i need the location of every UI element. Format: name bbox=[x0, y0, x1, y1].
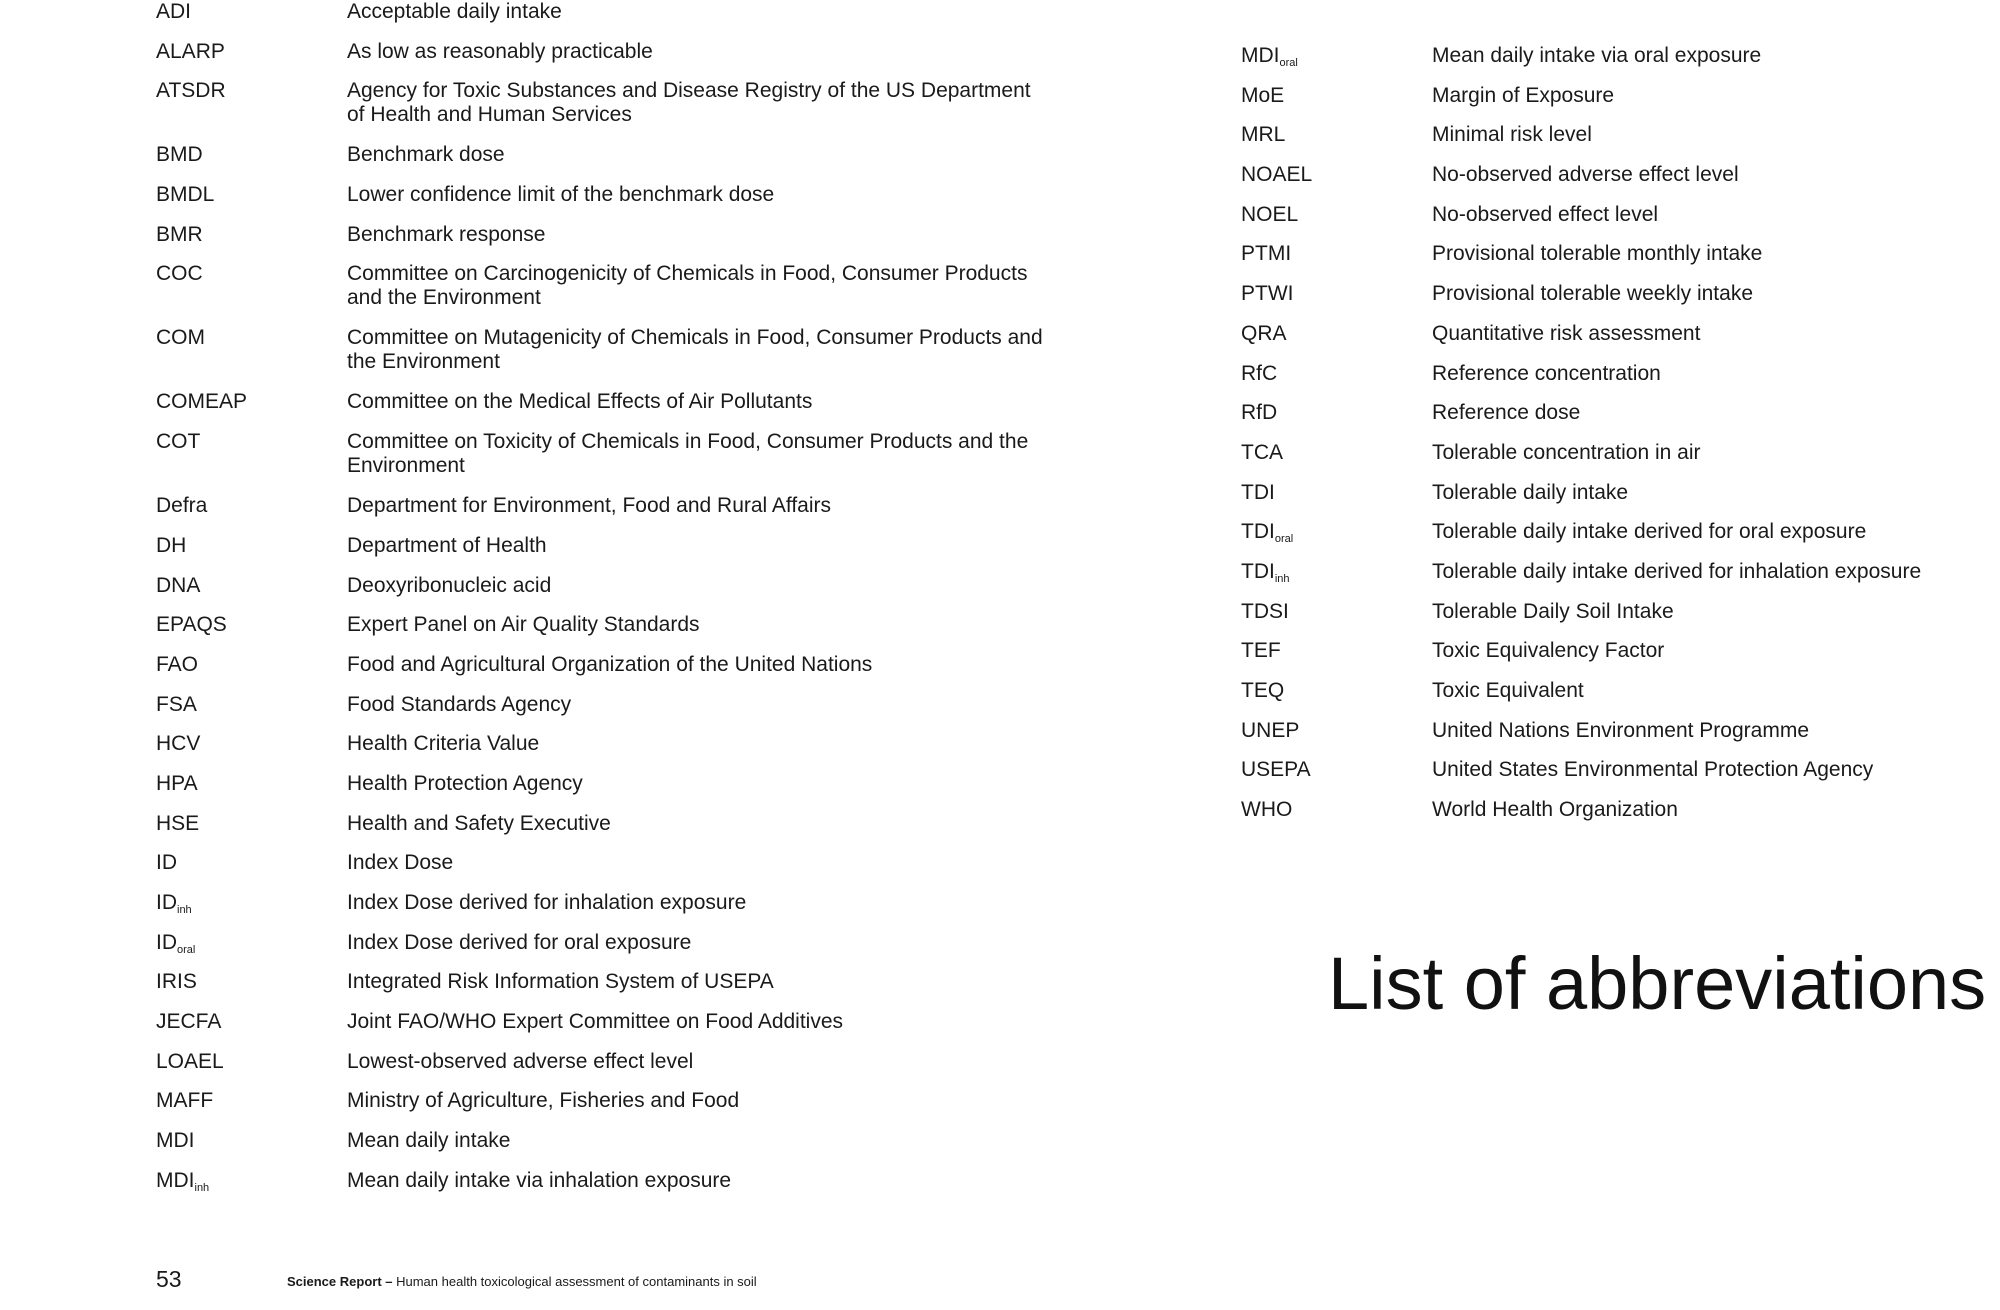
abbreviation-term bbox=[156, 772, 347, 796]
abbreviation-term-text: HPA bbox=[156, 771, 198, 795]
abbreviation-row bbox=[156, 183, 1056, 223]
abbreviations-left-column bbox=[156, 0, 1056, 1209]
abbreviation-row bbox=[156, 1050, 1056, 1090]
abbreviation-row bbox=[1241, 282, 1981, 322]
abbreviation-term-text: MoE bbox=[1241, 83, 1285, 107]
abbreviation-term-text: QRA bbox=[1241, 321, 1287, 345]
abbreviation-definition: Lowest-observed adverse effect level bbox=[347, 1049, 694, 1073]
abbreviation-definition: Benchmark dose bbox=[347, 143, 505, 167]
abbreviation-row bbox=[1241, 639, 1981, 679]
abbreviation-definition: World Health Organization bbox=[1432, 798, 1678, 822]
abbreviation-row bbox=[1241, 441, 1981, 481]
abbreviation-term-text: COC bbox=[156, 262, 203, 286]
abbreviation-definition: Ministry of Agriculture, Fisheries and Food bbox=[347, 1089, 740, 1113]
abbreviation-row bbox=[156, 851, 1056, 891]
abbreviation-term bbox=[1241, 600, 1432, 624]
abbreviation-row bbox=[1241, 163, 1981, 203]
abbreviation-term-text: NOAEL bbox=[1241, 163, 1313, 187]
abbreviation-row bbox=[156, 693, 1056, 733]
abbreviation-term-subscript: oral bbox=[177, 943, 196, 956]
abbreviation-term bbox=[1241, 481, 1432, 505]
abbreviation-definition: Expert Panel on Air Quality Standards bbox=[347, 613, 700, 637]
abbreviation-term bbox=[1241, 639, 1432, 663]
abbreviation-term bbox=[156, 693, 347, 717]
abbreviation-row bbox=[156, 223, 1056, 263]
abbreviation-term bbox=[156, 143, 347, 167]
abbreviation-term bbox=[156, 494, 347, 518]
abbreviation-term-text: DH bbox=[156, 533, 187, 557]
abbreviation-definition: Acceptable daily intake bbox=[347, 0, 562, 23]
abbreviation-row bbox=[156, 326, 1056, 390]
abbreviation-definition: Department for Environment, Food and Rural Affairs bbox=[347, 494, 832, 518]
abbreviation-term-text: DNA bbox=[156, 573, 201, 597]
abbreviation-definition: Reference dose bbox=[1432, 401, 1581, 425]
abbreviation-term bbox=[1241, 401, 1432, 425]
abbreviation-row bbox=[1241, 798, 1981, 838]
abbreviation-row bbox=[1241, 44, 1981, 84]
abbreviation-term-subscript: oral bbox=[1274, 533, 1294, 546]
abbreviation-term bbox=[1241, 44, 1432, 68]
abbreviation-definition: Index Dose derived for inhalation exposure bbox=[347, 891, 747, 914]
abbreviation-row bbox=[156, 40, 1056, 80]
abbreviation-term bbox=[1241, 798, 1432, 822]
abbreviation-definition: Tolerable Daily Soil Intake bbox=[1432, 599, 1674, 623]
abbreviation-row bbox=[156, 970, 1056, 1010]
abbreviation-term-text: TDI bbox=[1241, 520, 1275, 544]
abbreviation-term bbox=[1241, 560, 1432, 584]
abbreviation-definition: Tolerable daily intake derived for inhalation exposure bbox=[1432, 559, 1922, 583]
abbreviation-row bbox=[1241, 679, 1981, 719]
abbreviation-row bbox=[156, 390, 1056, 430]
abbreviation-term-subscript: inh bbox=[177, 904, 192, 916]
abbreviation-term-text: COT bbox=[156, 430, 201, 454]
abbreviation-term bbox=[156, 223, 347, 247]
abbreviation-definition: Toxic Equivalent bbox=[1432, 679, 1584, 702]
abbreviation-row bbox=[156, 143, 1056, 183]
abbreviation-term-text: COMEAP bbox=[156, 390, 248, 414]
abbreviation-definition: Department of Health bbox=[347, 533, 547, 557]
abbreviation-row bbox=[1241, 203, 1981, 243]
abbreviation-term bbox=[156, 613, 347, 637]
abbreviation-term-text: Defra bbox=[156, 494, 208, 518]
abbreviation-definition: Committee on Mutagenicity of Chemicals in Food, Consumer Products and the Environment bbox=[347, 326, 1043, 374]
abbreviation-row bbox=[1241, 84, 1981, 124]
abbreviation-definition: Integrated Risk Information System of USEPA bbox=[347, 970, 774, 994]
abbreviation-definition: Reference concentration bbox=[1432, 361, 1661, 385]
abbreviation-term bbox=[1241, 123, 1432, 147]
abbreviation-definition: Tolerable daily intake bbox=[1432, 480, 1629, 504]
abbreviation-definition: Committee on Toxicity of Chemicals in Food, Consumer Products and the Environment bbox=[347, 430, 1029, 478]
abbreviation-term-text: MAFF bbox=[156, 1089, 214, 1113]
abbreviation-term bbox=[156, 40, 347, 64]
abbreviation-row bbox=[156, 574, 1056, 614]
abbreviation-definition: Agency for Toxic Substances and Disease Registry of the US Department of Health and Human Services bbox=[347, 79, 1031, 127]
abbreviation-row bbox=[156, 732, 1056, 772]
abbreviation-term-text: MDI bbox=[1241, 44, 1280, 67]
abbreviation-definition: United States Environmental Protection Agency bbox=[1432, 758, 1874, 782]
abbreviation-term bbox=[1241, 163, 1432, 187]
abbreviation-term bbox=[1241, 758, 1432, 782]
abbreviation-term bbox=[1241, 203, 1432, 227]
abbreviation-term bbox=[156, 0, 347, 24]
abbreviation-term bbox=[156, 183, 347, 207]
abbreviation-row bbox=[1241, 322, 1981, 362]
abbreviation-term bbox=[156, 262, 347, 286]
abbreviation-definition: Margin of Exposure bbox=[1432, 83, 1615, 107]
abbreviation-term bbox=[156, 1010, 347, 1034]
abbreviation-row bbox=[156, 613, 1056, 653]
abbreviation-definition: Lower confidence limit of the benchmark dose bbox=[347, 183, 775, 207]
abbreviation-term bbox=[1241, 679, 1432, 703]
abbreviation-term bbox=[156, 931, 347, 955]
abbreviation-definition: Health and Safety Executive bbox=[347, 811, 611, 835]
abbreviation-term-text: COM bbox=[156, 326, 205, 350]
abbreviation-row bbox=[156, 1169, 1056, 1209]
abbreviation-row bbox=[1241, 758, 1981, 798]
abbreviation-term-text: BMDL bbox=[156, 183, 215, 207]
abbreviation-term bbox=[156, 653, 347, 677]
abbreviation-term bbox=[156, 1129, 347, 1153]
abbreviation-row bbox=[156, 262, 1056, 326]
abbreviation-term bbox=[156, 390, 347, 414]
abbreviation-definition: Toxic Equivalency Factor bbox=[1432, 639, 1665, 663]
abbreviation-term bbox=[156, 1050, 347, 1074]
abbreviation-row bbox=[156, 534, 1056, 574]
abbreviation-term bbox=[1241, 441, 1432, 465]
abbreviation-term-text: HCV bbox=[156, 732, 201, 756]
abbreviation-definition: Provisional tolerable weekly intake bbox=[1432, 282, 1753, 306]
abbreviation-term-text: MRL bbox=[1241, 123, 1286, 147]
abbreviation-definition: Health Protection Agency bbox=[347, 771, 583, 795]
abbreviation-row bbox=[1241, 362, 1981, 402]
abbreviation-term-text: ID bbox=[156, 930, 177, 954]
abbreviation-term bbox=[156, 851, 347, 875]
abbreviation-term-text: HSE bbox=[156, 811, 200, 835]
abbreviation-row bbox=[156, 0, 1056, 40]
abbreviations-right-column bbox=[1241, 44, 1981, 838]
abbreviation-row bbox=[1241, 520, 1981, 560]
abbreviation-term-text: TEF bbox=[1241, 639, 1281, 663]
abbreviation-row bbox=[1241, 560, 1981, 600]
abbreviation-term-text: MDI bbox=[156, 1168, 195, 1192]
abbreviation-row bbox=[1241, 719, 1981, 759]
abbreviation-term-subscript: oral bbox=[1279, 57, 1298, 69]
abbreviation-row bbox=[156, 430, 1056, 494]
abbreviation-term bbox=[1241, 282, 1432, 306]
abbreviation-term bbox=[156, 812, 347, 836]
abbreviation-term-text: TCA bbox=[1241, 440, 1283, 464]
abbreviation-term-text: UNEP bbox=[1241, 718, 1300, 742]
abbreviation-definition: No-observed effect level bbox=[1432, 202, 1659, 226]
abbreviation-row bbox=[156, 1129, 1056, 1169]
abbreviation-term-text: NOEL bbox=[1241, 202, 1299, 226]
abbreviation-row bbox=[1241, 401, 1981, 441]
page-title: List of abbreviations bbox=[1328, 942, 1987, 1025]
abbreviation-term-text: RfD bbox=[1241, 401, 1278, 425]
abbreviation-row bbox=[156, 812, 1056, 852]
footer-report-title bbox=[287, 1274, 757, 1290]
abbreviation-term-text: MDI bbox=[156, 1129, 195, 1153]
abbreviation-definition: Index Dose bbox=[347, 851, 454, 875]
abbreviation-term bbox=[156, 1089, 347, 1113]
abbreviation-term bbox=[1241, 242, 1432, 266]
abbreviation-definition: Provisional tolerable monthly intake bbox=[1432, 242, 1763, 266]
abbreviation-definition: No-observed adverse effect level bbox=[1432, 163, 1739, 187]
abbreviation-term bbox=[1241, 719, 1432, 743]
abbreviation-term-text: ADI bbox=[156, 0, 192, 23]
abbreviation-term-subscript: inh bbox=[194, 1181, 210, 1194]
abbreviation-term-text: IRIS bbox=[156, 970, 197, 994]
footer-report-subtitle: Human health toxicological assessment of contaminants in soil bbox=[392, 1274, 757, 1289]
abbreviation-term bbox=[156, 891, 347, 915]
abbreviation-definition: Committee on the Medical Effects of Air Pollutants bbox=[347, 390, 813, 414]
abbreviation-row bbox=[156, 494, 1056, 534]
abbreviation-term bbox=[156, 430, 347, 454]
abbreviation-row bbox=[1241, 123, 1981, 163]
abbreviation-term-text: TDSI bbox=[1241, 599, 1289, 623]
abbreviation-term bbox=[1241, 362, 1432, 386]
abbreviation-definition: Benchmark response bbox=[347, 222, 546, 246]
abbreviation-definition: Quantitative risk assessment bbox=[1432, 321, 1701, 345]
abbreviation-definition: Health Criteria Value bbox=[347, 732, 540, 756]
abbreviation-term-text: USEPA bbox=[1241, 758, 1311, 782]
abbreviation-definition: Tolerable concentration in air bbox=[1432, 440, 1701, 464]
abbreviation-term bbox=[156, 326, 347, 350]
abbreviation-term bbox=[156, 534, 347, 558]
abbreviation-term-text: BMD bbox=[156, 143, 203, 167]
abbreviation-term-text: TDI bbox=[1241, 559, 1275, 583]
abbreviation-row bbox=[1241, 600, 1981, 640]
abbreviation-row bbox=[1241, 242, 1981, 282]
abbreviation-term-text: JECFA bbox=[156, 1010, 222, 1034]
abbreviation-row bbox=[156, 79, 1056, 143]
abbreviation-definition: As low as reasonably practicable bbox=[347, 39, 653, 63]
abbreviation-term bbox=[1241, 84, 1432, 108]
abbreviation-term-text: PTWI bbox=[1241, 282, 1294, 306]
abbreviation-term bbox=[156, 732, 347, 756]
abbreviation-term bbox=[156, 79, 347, 103]
abbreviation-term-text: FSA bbox=[156, 692, 197, 716]
abbreviation-term-text: FAO bbox=[156, 652, 199, 676]
abbreviation-term bbox=[1241, 322, 1432, 346]
abbreviation-definition: Deoxyribonucleic acid bbox=[347, 573, 552, 597]
abbreviation-definition: Index Dose derived for oral exposure bbox=[347, 930, 692, 954]
page-number: 53 bbox=[156, 1266, 182, 1292]
abbreviation-definition: Mean daily intake via oral exposure bbox=[1432, 44, 1762, 67]
abbreviation-definition: United Nations Environment Programme bbox=[1432, 718, 1809, 742]
abbreviation-definition: Tolerable daily intake derived for oral exposure bbox=[1432, 520, 1867, 544]
abbreviation-term-subscript: inh bbox=[1274, 572, 1290, 585]
abbreviation-term-text: ALARP bbox=[156, 39, 225, 63]
abbreviation-row bbox=[156, 1010, 1056, 1050]
abbreviation-term-text: WHO bbox=[1241, 798, 1293, 822]
abbreviation-term-text: LOAEL bbox=[156, 1049, 224, 1073]
abbreviation-term-text: ID bbox=[156, 851, 177, 875]
abbreviation-definition: Mean daily intake via inhalation exposure bbox=[347, 1168, 732, 1192]
abbreviation-row bbox=[156, 931, 1056, 971]
abbreviation-term-text: RfC bbox=[1241, 361, 1278, 385]
abbreviation-definition: Joint FAO/WHO Expert Committee on Food Additives bbox=[347, 1010, 844, 1034]
abbreviation-definition: Mean daily intake bbox=[347, 1129, 511, 1153]
abbreviation-row bbox=[1241, 481, 1981, 521]
abbreviation-term-text: TEQ bbox=[1241, 679, 1285, 702]
abbreviation-term-text: BMR bbox=[156, 222, 203, 246]
abbreviation-row bbox=[156, 772, 1056, 812]
abbreviation-row bbox=[156, 653, 1056, 693]
abbreviation-term bbox=[156, 1169, 347, 1193]
abbreviation-term-text: ID bbox=[156, 891, 177, 914]
abbreviation-term-text: EPAQS bbox=[156, 613, 227, 637]
abbreviation-definition: Food and Agricultural Organization of the United Nations bbox=[347, 652, 873, 676]
abbreviation-term bbox=[156, 574, 347, 598]
abbreviation-term-text: ATSDR bbox=[156, 79, 226, 103]
footer-report-label: Science Report – bbox=[287, 1274, 393, 1289]
abbreviation-definition: Food Standards Agency bbox=[347, 692, 572, 716]
abbreviation-term-text: TDI bbox=[1241, 480, 1275, 504]
abbreviation-row bbox=[156, 1089, 1056, 1129]
abbreviation-definition: Minimal risk level bbox=[1432, 123, 1592, 147]
abbreviation-term bbox=[1241, 520, 1432, 544]
abbreviation-row bbox=[156, 891, 1056, 931]
abbreviation-definition: Committee on Carcinogenicity of Chemicals in Food, Consumer Products and the Environment bbox=[347, 262, 1028, 310]
abbreviation-term bbox=[156, 970, 347, 994]
abbreviation-term-text: PTMI bbox=[1241, 242, 1292, 266]
